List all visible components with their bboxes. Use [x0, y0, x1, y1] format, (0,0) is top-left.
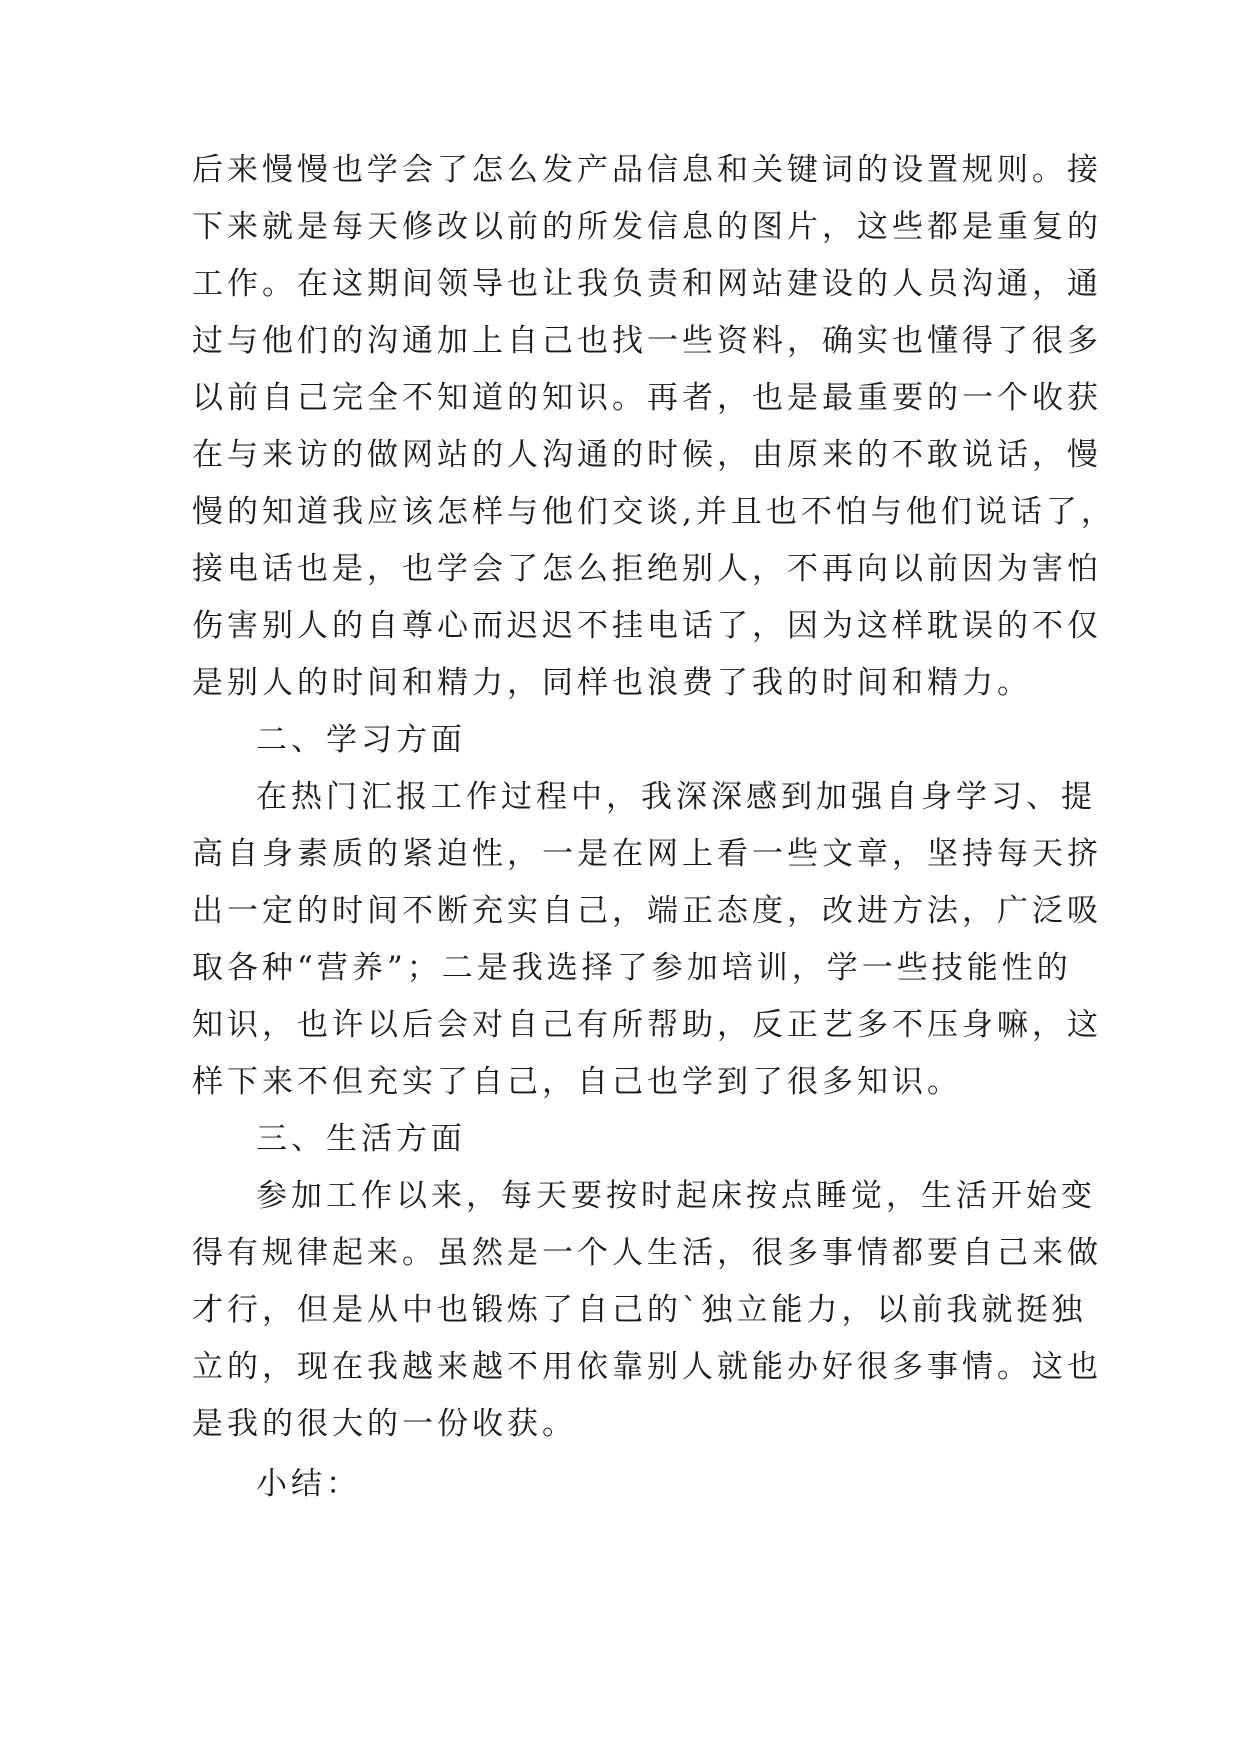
paragraph-3-line-2: 得有规律起来。虽然是一个人生活，很多事情都要自己来做 — [192, 1235, 1102, 1271]
paragraph-1-line-6: 在与来访的做网站的人沟通的时候，由原来的不敢说话，慢 — [192, 437, 1102, 473]
paragraph-1-line-2: 下来就是每天修改以前的所发信息的图片，这些都是重复的 — [192, 209, 1102, 245]
paragraph-3-line-4: 立的，现在我越来越不用依靠别人就能办好很多事情。这也 — [192, 1349, 1102, 1385]
paragraph-2-line-1: 在热门汇报工作过程中，我深深感到加强自身学习、提 — [256, 779, 1096, 815]
paragraph-2-line-6: 样下来不但充实了自己，自己也学到了很多知识。 — [192, 1064, 962, 1100]
section-heading-study: 二、学习方面 — [256, 722, 466, 758]
summary-label: 小结： — [256, 1466, 361, 1502]
paragraph-1-line-4: 过与他们的沟通加上自己也找一些资料，确实也懂得了很多 — [192, 323, 1102, 359]
paragraph-1-line-10: 是别人的时间和精力，同样也浪费了我的时间和精力。 — [192, 665, 1032, 701]
paragraph-1-line-5: 以前自己完全不知道的知识。再者，也是最重要的一个收获 — [192, 380, 1102, 416]
paragraph-3-line-3: 才行，但是从中也锻炼了自己的`独立能力，以前我就挺独 — [192, 1292, 1087, 1328]
paragraph-1-line-3: 工作。在这期间领导也让我负责和网站建设的人员沟通，通 — [192, 266, 1102, 302]
paragraph-3-line-5: 是我的很大的一份收获。 — [192, 1406, 577, 1442]
paragraph-3-line-1: 参加工作以来，每天要按时起床按点睡觉，生活开始变 — [256, 1178, 1096, 1214]
paragraph-1-line-1: 后来慢慢也学会了怎么发产品信息和关键词的设置规则。接 — [192, 152, 1102, 188]
paragraph-2-line-2: 高自身素质的紧迫性，一是在网上看一些文章，坚持每天挤 — [192, 836, 1102, 872]
paragraph-1-line-7: 慢的知道我应该怎样与他们交谈,并且也不怕与他们说话了， — [192, 494, 1116, 530]
paragraph-1-line-8: 接电话也是，也学会了怎么拒绝别人，不再向以前因为害怕 — [192, 551, 1102, 587]
paragraph-2-line-3: 出一定的时间不断充实自己，端正态度，改进方法，广泛吸 — [192, 893, 1102, 929]
paragraph-2-line-4: 取各种“营养”；二是我选择了参加培训，学一些技能性的 — [192, 950, 1072, 986]
section-heading-life: 三、生活方面 — [256, 1121, 466, 1157]
paragraph-2-line-5: 知识，也许以后会对自己有所帮助，反正艺多不压身嘛，这 — [192, 1007, 1102, 1043]
paragraph-1-line-9: 伤害别人的自尊心而迟迟不挂电话了，因为这样耽误的不仅 — [192, 608, 1102, 644]
